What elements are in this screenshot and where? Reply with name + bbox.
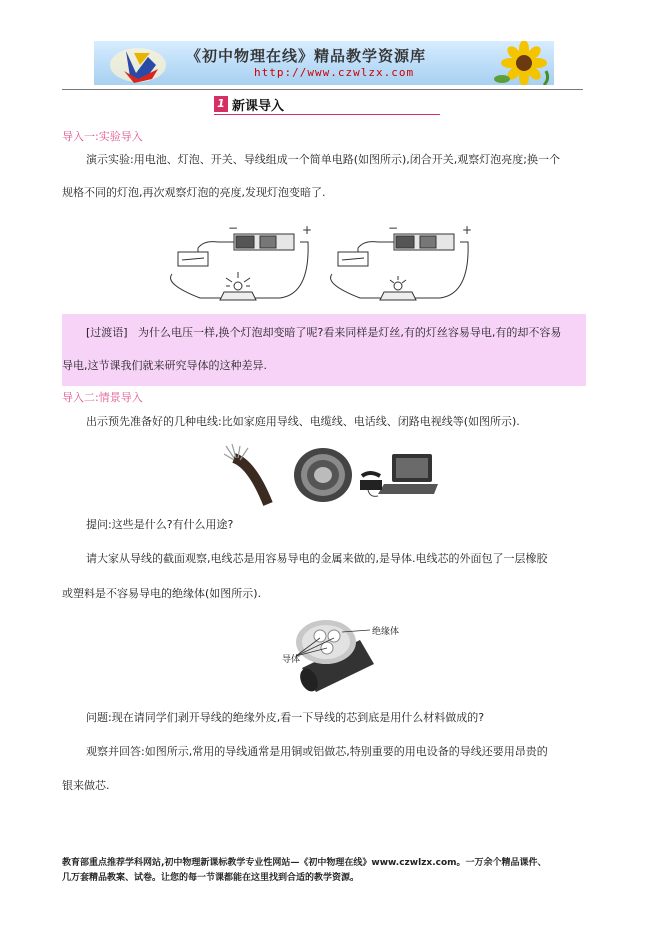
section-title: 新课导入 [232, 99, 285, 114]
site-logo-icon [108, 43, 168, 83]
cable-coil-image [292, 446, 354, 504]
cable-cross-section-diagram [282, 612, 412, 696]
intro1-line1: 演示实验:用电池、灯泡、开关、导线组成一个简单电路(如图所示),闭合开关,观察灯泡亮度;换一个 [86, 153, 560, 166]
banner-url[interactable]: http://www.czwlzx.com [254, 66, 415, 79]
conductor-label: 导体 [282, 655, 301, 665]
circuit-right [331, 234, 469, 300]
footer-line1: 教育部重点推荐学科网站,初中物理新课标教学专业性网站—《初中物理在线》www.czwlzx.com。一万余个精品课件、 [62, 858, 547, 868]
intro2-p3-line2: 银来做芯. [62, 779, 110, 792]
intro2-heading: 导入二:情景导入 [62, 391, 143, 404]
phone-and-laptop-image [358, 450, 438, 502]
household-wire-image [222, 444, 290, 506]
wires-photo-figure [222, 444, 438, 506]
intro2-p2-line2: 或塑料是不容易导电的绝缘体(如图所示). [62, 587, 262, 600]
header-banner [94, 41, 554, 85]
footer-line2: 几万套精品教案、试卷。让您的每一节课都能在这里找到合适的教学资源。 [62, 873, 360, 883]
page-footer [62, 856, 602, 886]
transition-line1: 为什么电压一样,换个灯泡却变暗了呢?看来同样是灯丝,有的灯丝容易导电,有的却不容易 [138, 326, 562, 339]
battery-minus-left: − [228, 222, 239, 235]
battery-minus-right: − [388, 222, 399, 235]
battery-plus-left: + [302, 223, 313, 237]
section-underline [214, 114, 440, 115]
intro2-line1: 出示预先准备好的几种电线:比如家庭用导线、电缆线、电话线、闭路电视线等(如图所示). [86, 415, 520, 428]
intro1-heading: 导入一:实验导入 [62, 130, 143, 143]
intro2-question1: 提问:这些是什么?有什么用途? [86, 518, 234, 531]
battery-plus-right: + [462, 223, 473, 237]
circuit-left [171, 234, 309, 300]
banner-title: 《初中物理在线》精品教学资源库 [186, 47, 427, 65]
transition-label: [过渡语] [86, 326, 128, 339]
insulator-label: 绝缘体 [372, 627, 400, 637]
transition-line2: 导电,这节课我们就来研究导体的这种差异. [62, 359, 267, 372]
circuit-diagram [160, 222, 490, 304]
intro2-p2-line1: 请大家从导线的截面观察,电线芯是用容易导电的金属来做的,是导体.电线芯的外面包了一层橡胶 [86, 552, 548, 565]
intro1-line2: 规格不同的灯泡,再次观察灯泡的亮度,发现灯泡变暗了. [62, 186, 326, 199]
intro2-p3-line1: 观察并回答:如图所示,常用的导线通常是用铜或铝做芯,特别重要的用电设备的导线还要用昂贵的 [86, 745, 548, 758]
sunflower-icon [494, 41, 554, 85]
intro2-question2: 问题:现在请同学们剥开导线的绝缘外皮,看一下导线的芯到底是用什么材料做成的? [86, 711, 485, 724]
header-divider [62, 89, 583, 90]
transition-box [62, 314, 586, 386]
section-number-badge: 1 [214, 96, 228, 112]
